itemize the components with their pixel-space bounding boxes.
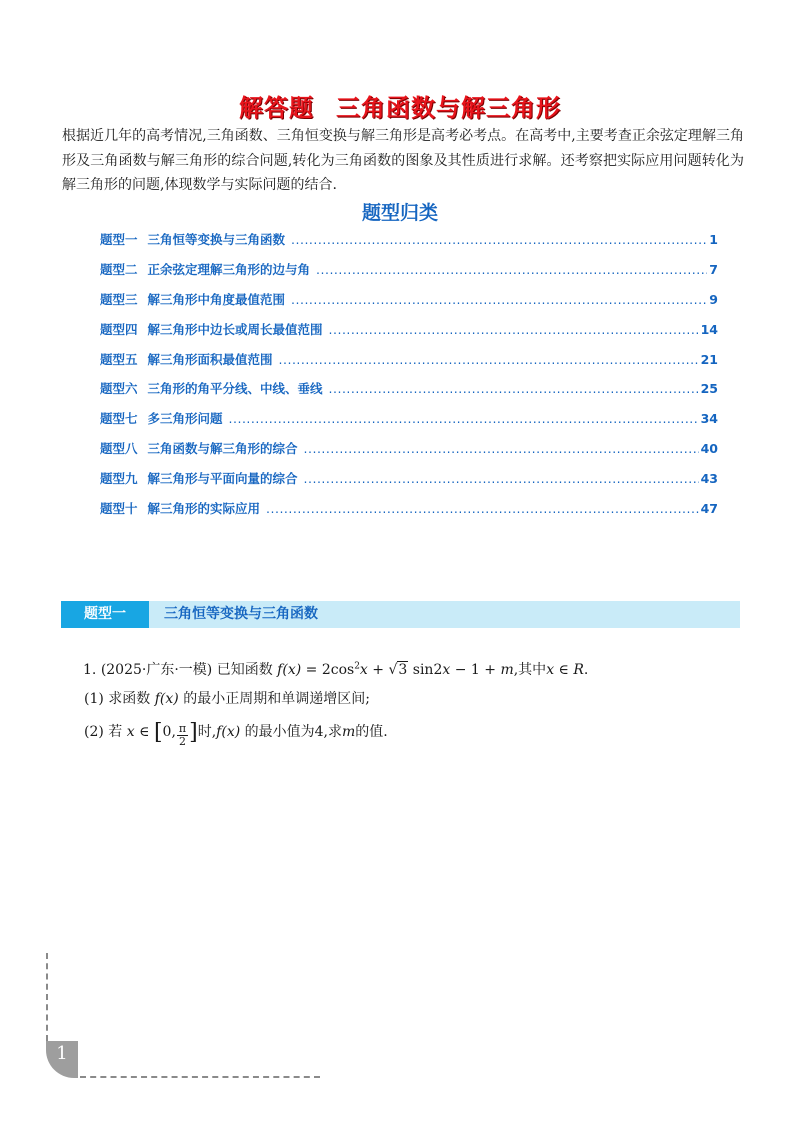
title-part-2: 三角函数与解三角形 [336, 94, 561, 122]
element-of-symbol: ∈ [139, 724, 150, 740]
set-r: R [573, 662, 584, 678]
section-title: 三角恒等变换与三角函数 [164, 606, 318, 622]
fraction-pi-over-2 [177, 723, 188, 748]
toc-item-page: 1 [709, 232, 718, 247]
right-bracket: ] [189, 720, 198, 745]
problem-part-1 [84, 688, 370, 708]
toc-item-page: 43 [700, 471, 718, 487]
square-exponent: 2 [354, 661, 360, 672]
var-x: x [442, 662, 451, 678]
fraction-numerator: π [178, 722, 187, 735]
section-header [61, 601, 740, 628]
toc-leader-dots [329, 381, 699, 396]
toc-item-label: 题型六 [100, 381, 138, 397]
var-x: x [359, 662, 368, 678]
where-text: ,其中 [513, 662, 547, 678]
fraction-denominator: 2 [179, 735, 186, 748]
toc-item-label: 题型四 [100, 321, 138, 337]
toc-leader-dots [291, 232, 707, 247]
toc-leader-dots [316, 262, 707, 277]
toc-item-name: 三角形的角平分线、中线、垂线 [147, 381, 323, 397]
function-name: f(x) [277, 662, 302, 678]
toc-item-page: 34 [700, 411, 718, 427]
problem-stem [83, 659, 588, 679]
toc-item-name: 解三角形中边长或周长最值范围 [147, 321, 323, 337]
var-x: x [546, 662, 555, 678]
page-number: 1 [56, 1043, 68, 1064]
toc-item-label: 题型五 [100, 351, 138, 367]
var-m: m [342, 724, 356, 740]
sin-2: sin2 [412, 662, 443, 678]
interval-zero: 0, [162, 724, 176, 740]
minus-one-plus: − 1 + [454, 662, 496, 678]
sqrt-icon: √ [388, 662, 398, 678]
page-title [0, 88, 800, 123]
part-2-text-b: 时, [197, 724, 217, 740]
toc-item-page: 47 [700, 501, 718, 517]
function-name: f(x) [154, 691, 179, 707]
function-name: f(x) [216, 724, 241, 740]
toc-item-page: 9 [709, 291, 718, 307]
stem-prefix: 已知函数 [216, 662, 273, 678]
toc-item-name: 三角函数与解三角形的综合 [147, 441, 298, 457]
toc-item-label: 题型十 [100, 501, 138, 517]
toc-item-name: 解三角形面积最值范围 [147, 351, 273, 367]
toc-leader-dots [329, 322, 699, 337]
toc-item-page: 7 [709, 261, 718, 277]
toc-item-label: 题型九 [100, 471, 138, 487]
toc-item-name: 解三角形的实际应用 [147, 501, 261, 517]
section-tag: 题型一 [61, 601, 149, 628]
part-2-text-a: 若 [108, 724, 123, 740]
sqrt-value: 3 [398, 662, 408, 678]
toc-leader-dots [304, 441, 699, 456]
toc-item-name: 解三角形中角度最值范围 [147, 291, 286, 307]
toc-heading: 题型归类 [361, 202, 438, 224]
toc-item-page: 21 [700, 351, 718, 367]
toc-item-name: 多三角形问题 [147, 411, 223, 427]
element-of-symbol: ∈ [558, 662, 569, 678]
toc-item[interactable] [100, 439, 718, 469]
toc-item[interactable] [100, 320, 718, 350]
toc-item-label: 题型三 [100, 291, 138, 307]
var-x: x [126, 724, 135, 740]
toc-item[interactable] [100, 379, 718, 409]
part-2-text-d: 的值. [355, 724, 388, 740]
equals-2cos: = 2cos [305, 662, 355, 678]
toc-item[interactable] [100, 290, 718, 320]
table-of-contents [100, 230, 718, 529]
toc-item-label: 题型八 [100, 441, 138, 457]
toc-leader-dots [291, 292, 707, 307]
problem-part-2 [84, 720, 388, 748]
toc-item-page: 25 [700, 381, 718, 397]
toc-item-name: 正余弦定理解三角形的边与角 [147, 261, 311, 277]
toc-item[interactable] [100, 350, 718, 380]
left-bracket: [ [153, 720, 163, 745]
toc-item[interactable] [100, 230, 718, 260]
problem-number: 1. [83, 662, 97, 678]
part-2-label: (2) [84, 724, 104, 740]
page-corner-dashed-line [46, 953, 48, 1041]
part-1-text-b: 的最小正周期和单调递增区间; [183, 691, 370, 707]
toc-item-label: 题型一 [100, 232, 138, 247]
toc-leader-dots [279, 352, 699, 367]
toc-leader-dots [266, 501, 699, 516]
plus-sign: + [372, 662, 385, 678]
toc-leader-dots [229, 411, 699, 426]
period: . [583, 662, 589, 678]
title-part-1: 解答题 [239, 94, 314, 122]
toc-item-page: 40 [700, 441, 718, 457]
toc-item-label: 题型二 [100, 261, 138, 277]
part-1-label: (1) [84, 691, 104, 707]
toc-leader-dots [304, 471, 699, 486]
toc-item-name: 三角恒等变换与三角函数 [147, 232, 286, 247]
intro-paragraph: 根据近几年的高考情况,三角函数、三角恒变换与解三角形是高考必考点。在高考中,主要考查正余弦定理解三角形及三角函数与解三角形的综合问题,转化为三角函数的图象及其性质进行求解。还考察把实际应用问题转化为解三角形的问题,体现数学与实际问题的结合. [62, 128, 744, 193]
toc-item[interactable] [100, 499, 718, 529]
toc-item[interactable] [100, 409, 718, 439]
toc-item[interactable] [100, 469, 718, 499]
toc-item-name: 解三角形与平面向量的综合 [147, 471, 298, 487]
problem-source: (2025·广东·一模) [100, 662, 213, 678]
part-2-text-c: 的最小值为4,求 [244, 724, 342, 740]
toc-item-label: 题型七 [100, 411, 138, 427]
var-m: m [500, 662, 514, 678]
part-1-text-a: 求函数 [108, 691, 151, 707]
toc-item-page: 14 [700, 321, 718, 337]
footer-dashed-line [80, 1076, 320, 1078]
toc-item[interactable] [100, 260, 718, 290]
